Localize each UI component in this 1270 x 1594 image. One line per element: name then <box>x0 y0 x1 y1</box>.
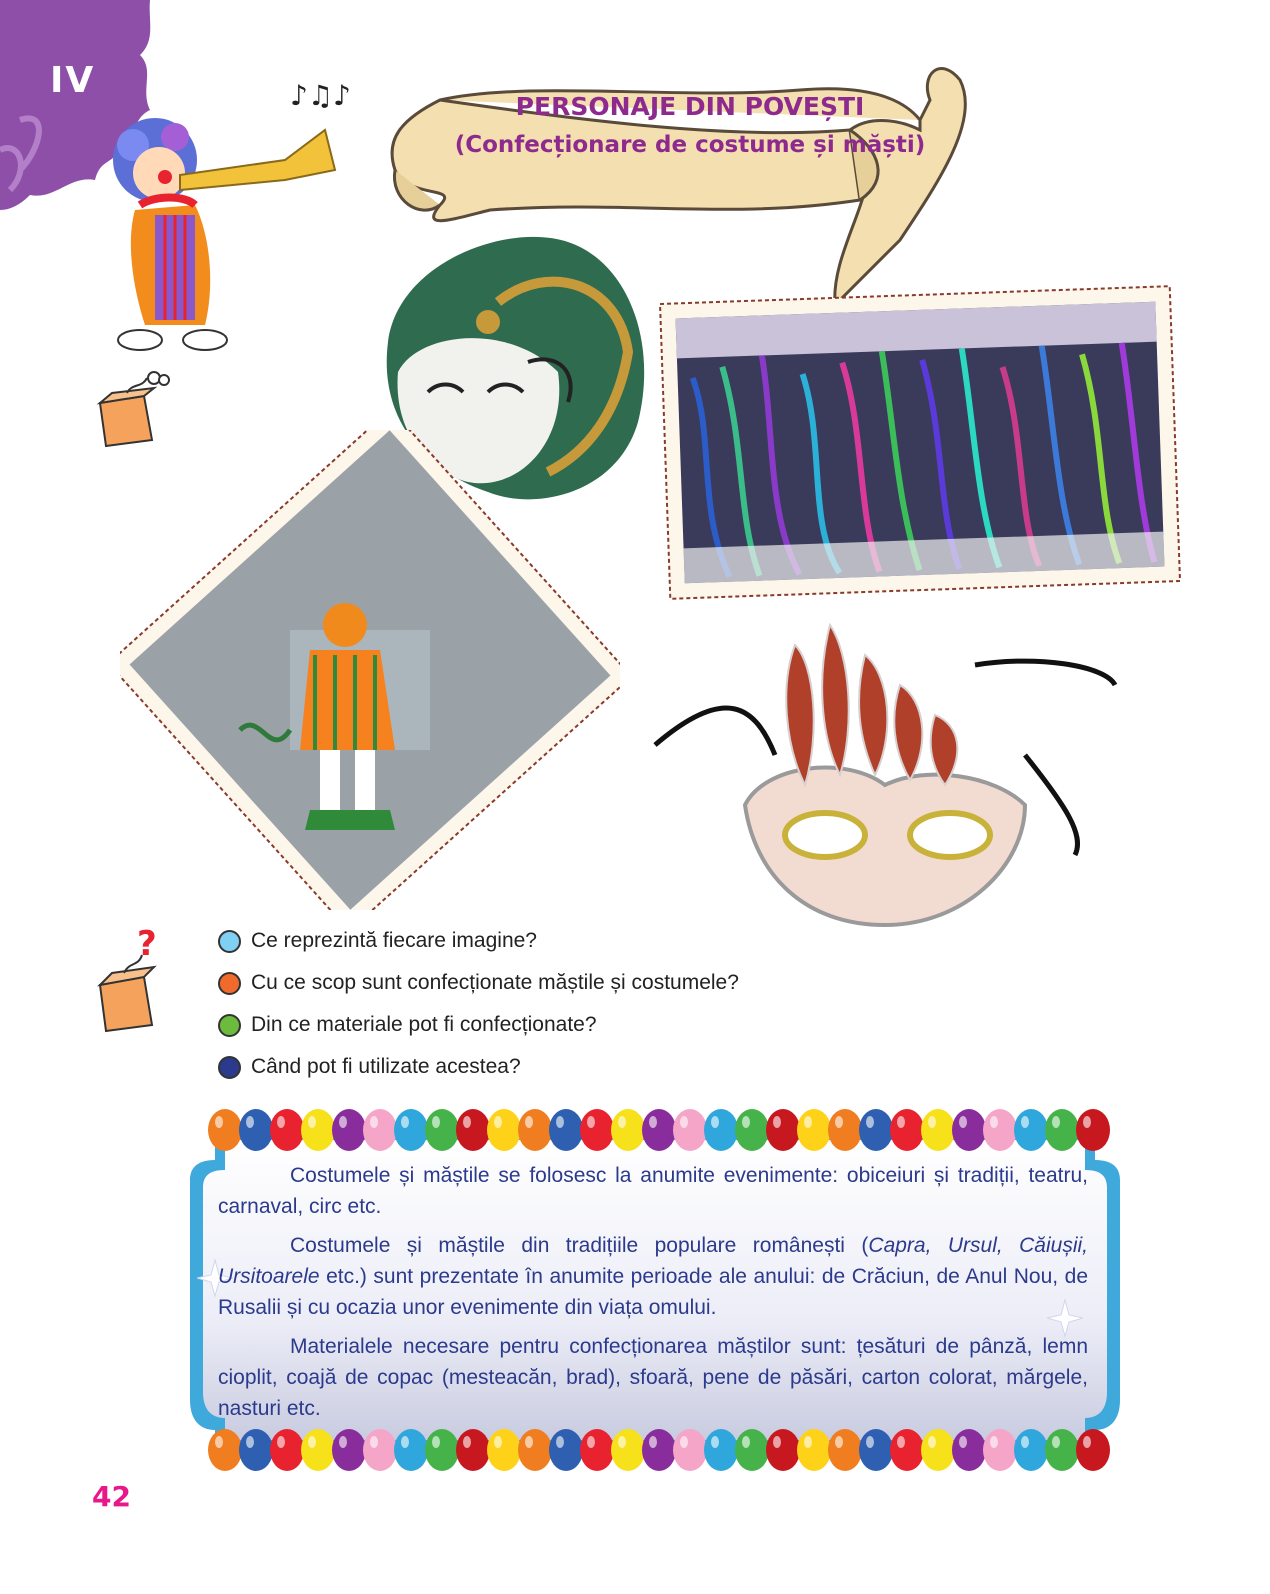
balloon-icon <box>797 1429 831 1471</box>
balloon-highlight <box>432 1436 440 1448</box>
balloon-icon <box>921 1429 955 1471</box>
balloon-highlight <box>1083 1116 1091 1128</box>
balloon-highlight <box>990 1116 998 1128</box>
balloon-icon <box>983 1429 1017 1471</box>
balloon-icon <box>859 1109 893 1151</box>
balloon-highlight <box>401 1116 409 1128</box>
balloon-highlight <box>525 1116 533 1128</box>
balloon-icon <box>456 1109 490 1151</box>
balloon-highlight <box>928 1436 936 1448</box>
balloon-icon <box>363 1429 397 1471</box>
balloon-highlight <box>246 1116 254 1128</box>
carnival-mask-photo <box>645 605 1125 945</box>
balloon-icon <box>983 1109 1017 1151</box>
balloon-highlight <box>246 1436 254 1448</box>
balloon-highlight <box>308 1436 316 1448</box>
question-text: Când pot fi utilizate acestea? <box>251 1055 521 1078</box>
balloon-highlight <box>494 1116 502 1128</box>
balloon-highlight <box>773 1436 781 1448</box>
balloon-highlight <box>525 1436 533 1448</box>
balloon-highlight <box>711 1116 719 1128</box>
balloon-icon <box>301 1429 335 1471</box>
balloon-highlight <box>1021 1116 1029 1128</box>
balloon-icon <box>704 1429 738 1471</box>
balloon-highlight <box>1052 1436 1060 1448</box>
question-bullet-icon <box>218 972 241 995</box>
balloon-highlight <box>649 1116 657 1128</box>
balloon-icon <box>580 1429 614 1471</box>
balloon-highlight <box>742 1436 750 1448</box>
question-bullet-icon <box>218 1014 241 1037</box>
balloon-icon <box>1076 1109 1110 1151</box>
balloon-icon <box>301 1109 335 1151</box>
balloon-icon <box>270 1429 304 1471</box>
clown-trumpet-illustration <box>95 75 365 365</box>
balloon-icon <box>239 1429 273 1471</box>
balloon-highlight <box>339 1116 347 1128</box>
balloon-icon <box>1045 1109 1079 1151</box>
balloon-icon <box>859 1429 893 1471</box>
balloon-highlight <box>556 1436 564 1448</box>
balloon-highlight <box>587 1436 595 1448</box>
balloon-row-top <box>208 1109 1110 1151</box>
balloon-highlight <box>277 1436 285 1448</box>
balloon-highlight <box>680 1116 688 1128</box>
balloon-highlight <box>587 1116 595 1128</box>
balloon-icon <box>456 1429 490 1471</box>
balloon-highlight <box>959 1436 967 1448</box>
balloon-icon <box>1045 1429 1079 1471</box>
balloon-highlight <box>649 1436 657 1448</box>
balloon-highlight <box>556 1116 564 1128</box>
balloon-highlight <box>1083 1436 1091 1448</box>
balloon-icon <box>270 1109 304 1151</box>
balloon-highlight <box>866 1116 874 1128</box>
balloon-icon <box>766 1429 800 1471</box>
svg-text:♪♫♪: ♪♫♪ <box>290 79 351 112</box>
balloon-icon <box>208 1109 242 1151</box>
balloon-icon <box>952 1429 986 1471</box>
balloon-highlight <box>742 1116 750 1128</box>
balloon-highlight <box>680 1436 688 1448</box>
balloon-icon <box>890 1429 924 1471</box>
jack-in-box-question-icon <box>92 925 172 1035</box>
question-bullet-icon <box>218 1056 241 1079</box>
balloon-icon <box>642 1109 676 1151</box>
balloon-highlight <box>277 1116 285 1128</box>
balloon-highlight <box>959 1116 967 1128</box>
balloon-highlight <box>618 1436 626 1448</box>
question-text: Ce reprezintă fiecare imagine? <box>251 929 537 952</box>
balloon-icon <box>704 1109 738 1151</box>
balloon-highlight <box>804 1436 812 1448</box>
page-subtitle: (Confecționare de costume și măști) <box>454 132 926 158</box>
balloon-highlight <box>1052 1116 1060 1128</box>
balloon-highlight <box>215 1116 223 1128</box>
balloon-highlight <box>215 1436 223 1448</box>
balloon-icon <box>735 1429 769 1471</box>
balloon-highlight <box>990 1436 998 1448</box>
balloon-icon <box>1076 1429 1110 1471</box>
balloon-icon <box>332 1429 366 1471</box>
balloon-icon <box>673 1429 707 1471</box>
balloon-icon <box>518 1429 552 1471</box>
unit-number: IV <box>50 60 96 101</box>
balloon-icon <box>580 1109 614 1151</box>
balloon-highlight <box>711 1436 719 1448</box>
balloon-icon <box>673 1109 707 1151</box>
balloon-highlight <box>897 1436 905 1448</box>
balloon-icon <box>952 1109 986 1151</box>
balloon-icon <box>890 1109 924 1151</box>
question-item <box>218 962 1018 1004</box>
balloon-highlight <box>370 1116 378 1128</box>
page-title: PERSONAJE DIN POVEȘTI <box>515 92 865 121</box>
balloon-icon <box>797 1109 831 1151</box>
balloon-highlight <box>308 1116 316 1128</box>
child-costume-photo <box>120 430 620 910</box>
balloon-highlight <box>494 1436 502 1448</box>
balloon-highlight <box>835 1436 843 1448</box>
balloon-icon <box>735 1109 769 1151</box>
balloon-icon <box>394 1429 428 1471</box>
question-text: Din ce materiale pot fi confecționate? <box>251 1013 597 1036</box>
balloon-highlight <box>866 1436 874 1448</box>
balloon-icon <box>921 1109 955 1151</box>
balloon-highlight <box>618 1116 626 1128</box>
balloon-highlight <box>1021 1436 1029 1448</box>
balloon-icon <box>394 1109 428 1151</box>
balloon-icon <box>642 1429 676 1471</box>
traditional-costume-photo <box>655 280 1185 605</box>
svg-text:?: ? <box>137 925 157 964</box>
balloon-icon <box>1014 1429 1048 1471</box>
balloon-icon <box>611 1429 645 1471</box>
balloon-icon <box>487 1429 521 1471</box>
balloon-icon <box>828 1429 862 1471</box>
question-item <box>218 1046 1018 1088</box>
info-paragraph-3: Materialele necesare pentru confecționarea măștilor sunt: țesături de pânză, lemn cioplit, coajă de copac (mesteacăn, brad), sfoară, pene de păsări, carton colorat, mărgele, nasturi etc. <box>218 1335 1088 1420</box>
balloon-icon <box>518 1109 552 1151</box>
balloon-highlight <box>773 1116 781 1128</box>
balloon-highlight <box>339 1436 347 1448</box>
info-text-block <box>218 1160 1088 1432</box>
traditions-names: Capra, Ursul, Căiușii, Ursitoarele <box>218 1234 1088 1288</box>
balloon-icon <box>549 1429 583 1471</box>
balloon-row-bottom <box>208 1429 1110 1471</box>
balloon-highlight <box>432 1116 440 1128</box>
balloon-icon <box>611 1109 645 1151</box>
balloon-icon <box>487 1109 521 1151</box>
balloon-highlight <box>897 1116 905 1128</box>
balloon-highlight <box>463 1436 471 1448</box>
question-item <box>218 920 1018 962</box>
balloon-highlight <box>463 1116 471 1128</box>
question-bullet-icon <box>218 930 241 953</box>
balloon-icon <box>766 1109 800 1151</box>
balloon-icon <box>363 1109 397 1151</box>
page-number: 42 <box>92 1480 131 1513</box>
question-list <box>218 920 1018 1088</box>
balloon-icon <box>425 1109 459 1151</box>
balloon-icon <box>549 1109 583 1151</box>
balloon-highlight <box>928 1116 936 1128</box>
balloon-icon <box>828 1109 862 1151</box>
info-paragraph-1: Costumele și măștile se folosesc la anumite evenimente: obiceiuri și tradiții, teatru, carnaval, circ etc. <box>218 1164 1088 1218</box>
balloon-icon <box>239 1109 273 1151</box>
balloon-highlight <box>401 1436 409 1448</box>
info-paragraph-2: Costumele și măștile din tradițiile populare românești (Capra, Ursul, Căiușii, Ursitoarele etc.) sunt prezentate în anumite perioade ale anului: de Crăciun, de Anul Nou, de Rusalii și cu ocazia unor evenimente din viața omului. <box>218 1234 1088 1319</box>
question-item <box>218 1004 1018 1046</box>
balloon-icon <box>208 1429 242 1471</box>
balloon-icon <box>1014 1109 1048 1151</box>
balloon-highlight <box>370 1436 378 1448</box>
balloon-highlight <box>835 1116 843 1128</box>
balloon-highlight <box>804 1116 812 1128</box>
question-text: Cu ce scop sunt confecționate măștile și costumele? <box>251 971 739 994</box>
balloon-icon <box>425 1429 459 1471</box>
balloon-icon <box>332 1109 366 1151</box>
